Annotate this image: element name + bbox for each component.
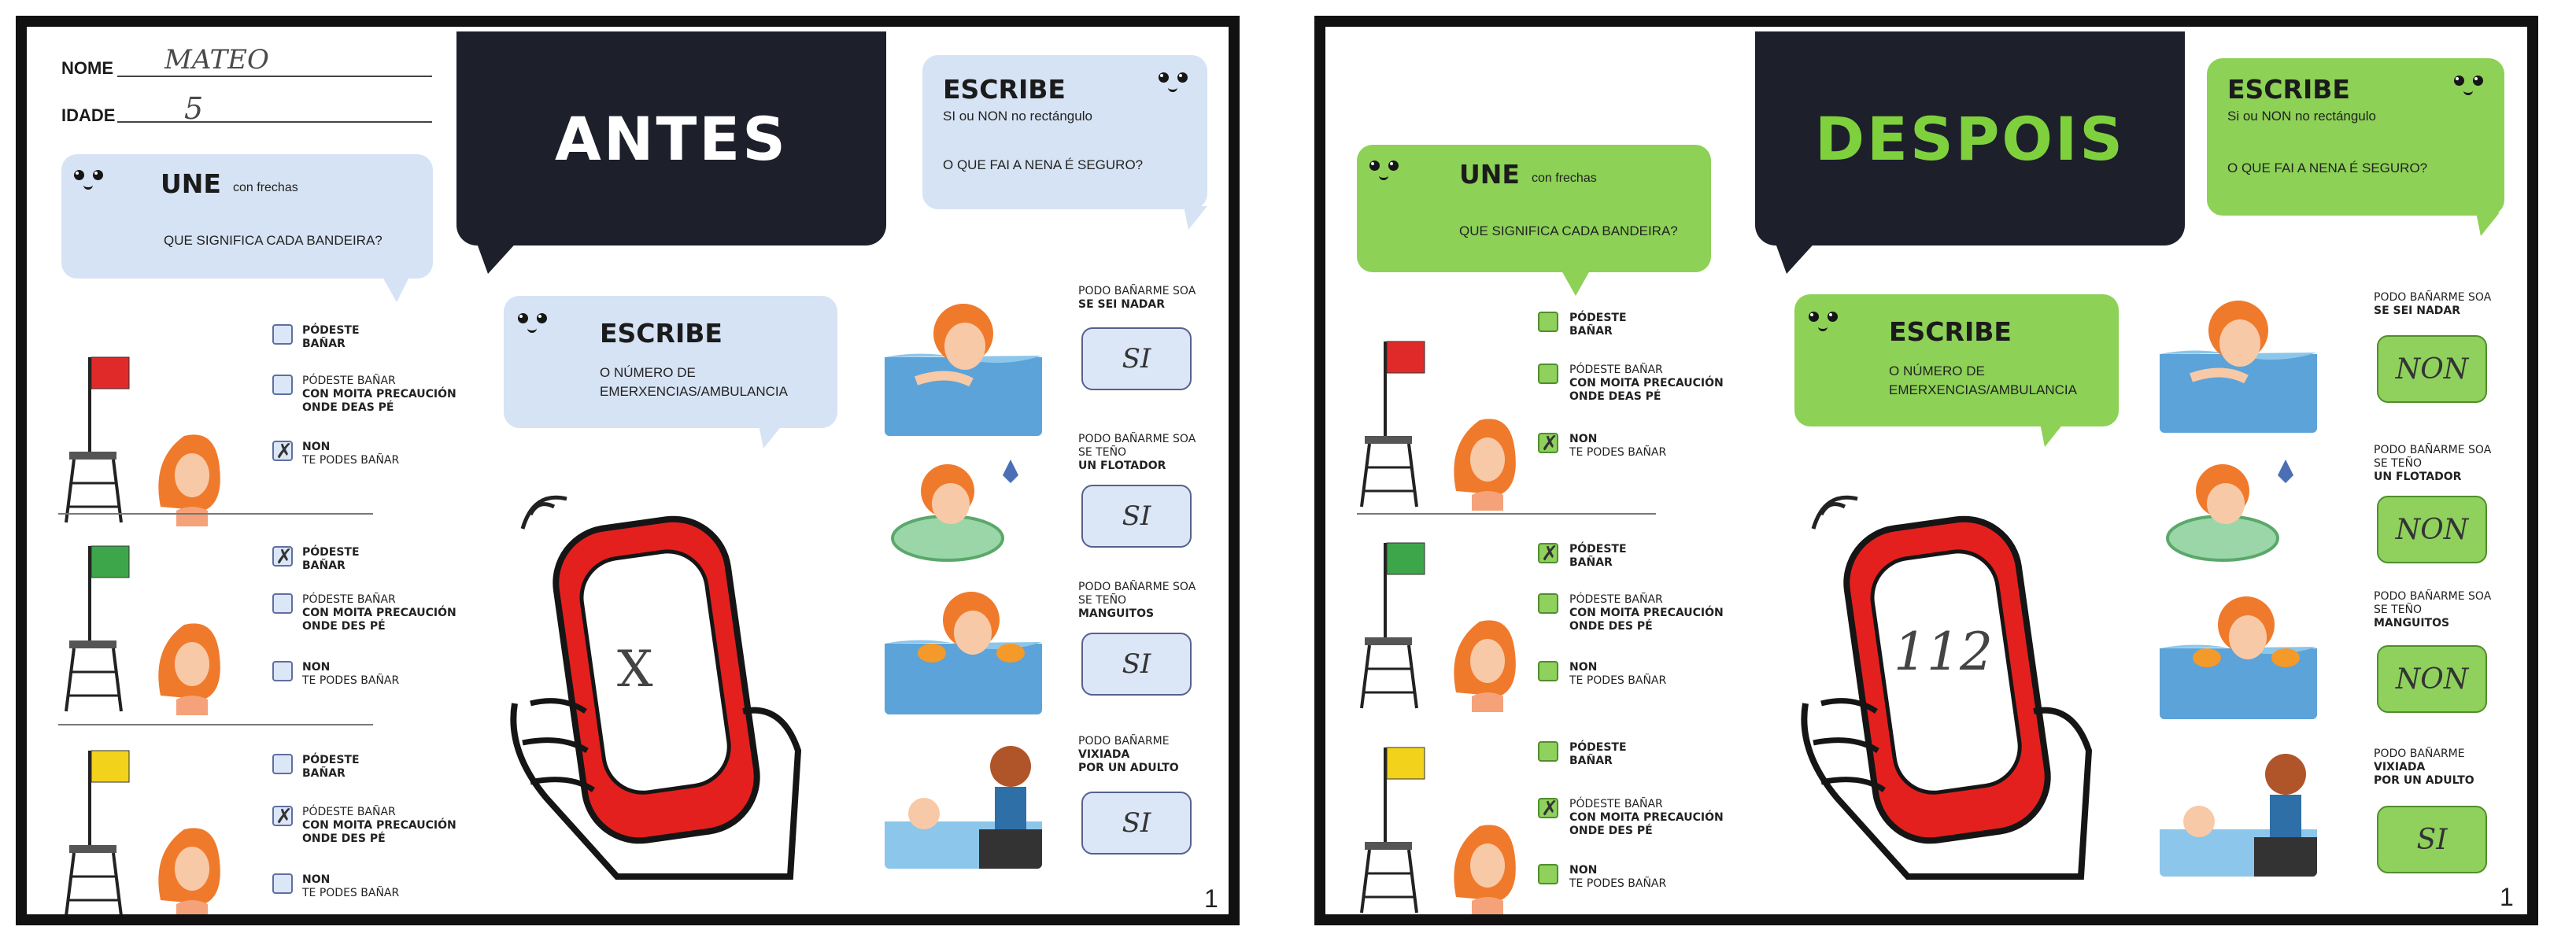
girl-float-picture	[885, 444, 1042, 570]
option-text: NON TE PODES BAÑAR	[1569, 661, 1667, 687]
escribe-mid-line1: O NÚMERO DE	[600, 365, 696, 380]
une-bubble-tail	[383, 277, 409, 302]
option-text: PÓDESTE BAÑAR	[302, 546, 360, 572]
name-line	[117, 76, 432, 77]
answer-box[interactable]: SI	[1081, 633, 1192, 696]
name-label: NOME	[61, 58, 113, 78]
une-question: QUE SIGNIFICA CADA BANDEIRA?	[1459, 223, 1678, 238]
lifeguard-yellow-flag-illustration	[1354, 732, 1558, 921]
question-text: PODO BAÑARME SOA SE TEÑO UN FLOTADOR	[1078, 433, 1196, 472]
option-checkbox[interactable]: ✗	[1538, 543, 1558, 563]
lifeguard-yellow-flag-illustration	[58, 735, 263, 924]
option-text: NON TE PODES BAÑAR	[1569, 864, 1667, 890]
girl-armbands-picture	[885, 581, 1042, 714]
option-checkbox[interactable]	[272, 754, 293, 774]
girl-with-adult-picture	[885, 735, 1042, 869]
girl-with-adult-picture	[2160, 743, 2317, 877]
answer-box[interactable]: SI	[1081, 792, 1192, 855]
une-bubble	[1357, 145, 1711, 272]
answer-box[interactable]: SI	[2377, 806, 2487, 873]
worksheet-before	[16, 16, 1240, 925]
escribe-mid-bubble-tail	[2040, 423, 2064, 447]
option-text: NON TE PODES BAÑAR	[302, 441, 400, 467]
option-text: PÓDESTE BAÑAR CON MOITA PRECAUCIÓN ONDE DES PÉ	[1569, 798, 1724, 837]
question-text: PODO BAÑARME SOA SE TEÑO MANGUITOS	[2374, 590, 2492, 629]
divider	[1357, 513, 1656, 515]
phone-answer: X	[617, 640, 653, 699]
question-text: PODO BAÑARME VIXIADA POR UN ADULTO	[1078, 735, 1179, 774]
option-checkbox[interactable]	[1538, 593, 1558, 614]
girl-float-picture	[2160, 444, 2317, 570]
une-subtitle: con frechas	[233, 181, 298, 194]
girl-armbands-picture	[2160, 585, 2317, 719]
title-banner	[456, 31, 886, 245]
option-text: NON TE PODES BAÑAR	[302, 661, 400, 687]
phone-in-hand-illustration	[1790, 467, 2152, 908]
option-checkbox[interactable]	[272, 375, 293, 395]
option-checkbox[interactable]	[1538, 661, 1558, 681]
une-question: QUE SIGNIFICA CADA BANDEIRA?	[164, 233, 383, 248]
answer-box[interactable]: SI	[1081, 485, 1192, 548]
answer-box[interactable]: NON	[2377, 335, 2487, 403]
option-checkbox[interactable]	[272, 324, 293, 345]
escribe-mid-bubble	[1794, 294, 2119, 426]
page-number: 1	[2500, 883, 2514, 911]
option-text: PÓDESTE BAÑAR CON MOITA PRECAUCIÓN ONDE DEAS PÉ	[302, 375, 456, 414]
girl-swimming-picture	[885, 294, 1042, 436]
une-title: UNE	[161, 168, 221, 199]
escribe-mid-line2: EMERXENCIAS/AMBULANCIA	[1889, 382, 2077, 397]
option-checkbox[interactable]: ✗	[272, 441, 293, 461]
student-name: MATEO	[164, 44, 269, 76]
title-banner-tail	[475, 239, 519, 274]
escribe-top-subtitle: Si ou NON no rectángulo	[2227, 109, 2376, 124]
escribe-top-bubble-tail	[1184, 206, 1207, 230]
option-text: NON TE PODES BAÑAR	[302, 873, 400, 899]
answer-box[interactable]: SI	[1081, 327, 1192, 390]
escribe-mid-title: ESCRIBE	[600, 318, 723, 349]
option-checkbox[interactable]	[1538, 364, 1558, 384]
phone-in-hand-illustration	[499, 467, 861, 908]
title-banner-tail	[1774, 239, 1818, 274]
age-label: IDADE	[61, 105, 116, 125]
option-checkbox[interactable]: ✗	[272, 546, 293, 567]
une-bubble-tail	[1561, 271, 1590, 296]
divider	[58, 513, 373, 515]
option-text: PÓDESTE BAÑAR	[1569, 312, 1627, 338]
escribe-mid-line2: EMERXENCIAS/AMBULANCIA	[600, 384, 788, 399]
escribe-top-bubble	[2207, 58, 2504, 216]
option-text: PÓDESTE BAÑAR CON MOITA PRECAUCIÓN ONDE DEAS PÉ	[1569, 364, 1724, 403]
option-checkbox[interactable]	[272, 593, 293, 614]
escribe-mid-bubble	[504, 296, 837, 428]
option-text: PÓDESTE BAÑAR	[1569, 543, 1627, 569]
answer-box[interactable]: NON	[2377, 645, 2487, 713]
une-subtitle: con frechas	[1532, 172, 1597, 185]
option-text: PÓDESTE BAÑAR	[302, 754, 360, 780]
escribe-mid-bubble-tail	[759, 425, 782, 449]
lifeguard-green-flag-illustration	[1354, 527, 1558, 716]
escribe-mid-title: ESCRIBE	[1889, 316, 2012, 347]
une-bubble	[61, 154, 433, 279]
escribe-mid-line1: O NÚMERO DE	[1889, 364, 1985, 378]
escribe-top-subtitle: SI ou NON no rectángulo	[943, 109, 1092, 124]
escribe-top-title: ESCRIBE	[943, 74, 1066, 105]
option-checkbox[interactable]	[1538, 741, 1558, 762]
escribe-top-bubble-tail	[2476, 212, 2500, 236]
lifeguard-red-flag-illustration	[1354, 326, 1558, 515]
question-text: PODO BAÑARME SOA SE SEI NADAR	[1078, 285, 1196, 311]
page-title: DESPOIS	[1814, 103, 2126, 174]
escribe-top-question: O QUE FAI A NENA É SEGURO?	[2227, 161, 2428, 175]
option-checkbox[interactable]	[272, 661, 293, 681]
lifeguard-green-flag-illustration	[58, 530, 263, 719]
option-checkbox[interactable]: ✗	[1538, 798, 1558, 818]
option-checkbox[interactable]	[1538, 312, 1558, 332]
student-age: 5	[184, 91, 204, 126]
option-text: PÓDESTE BAÑAR CON MOITA PRECAUCIÓN ONDE DES PÉ	[302, 593, 456, 633]
answer-box[interactable]: NON	[2377, 496, 2487, 563]
escribe-top-question: O QUE FAI A NENA É SEGURO?	[943, 157, 1144, 172]
question-text: PODO BAÑARME SOA SE TEÑO UN FLOTADOR	[2374, 444, 2492, 483]
une-title: UNE	[1459, 159, 1520, 190]
question-text: PODO BAÑARME SOA SE SEI NADAR	[2374, 291, 2492, 317]
option-checkbox[interactable]	[1538, 864, 1558, 884]
phone-answer: 112	[1894, 622, 1993, 682]
title-banner	[1755, 31, 2185, 245]
question-text: PODO BAÑARME VIXIADA POR UN ADULTO	[2374, 748, 2474, 787]
escribe-top-title: ESCRIBE	[2227, 74, 2350, 105]
option-text: PÓDESTE BAÑAR	[1569, 741, 1627, 767]
page-title: ANTES	[555, 103, 788, 174]
option-text: PÓDESTE BAÑAR CON MOITA PRECAUCIÓN ONDE DES PÉ	[1569, 593, 1724, 633]
option-text: NON TE PODES BAÑAR	[1569, 433, 1667, 459]
option-checkbox[interactable]: ✗	[1538, 433, 1558, 453]
lifeguard-red-flag-illustration	[58, 341, 263, 530]
option-checkbox[interactable]: ✗	[272, 806, 293, 826]
girl-swimming-picture	[2160, 291, 2317, 433]
option-checkbox[interactable]	[272, 873, 293, 894]
worksheet-after	[1314, 16, 2538, 925]
escribe-top-bubble	[922, 55, 1207, 209]
age-line	[117, 121, 432, 123]
question-text: PODO BAÑARME SOA SE TEÑO MANGUITOS	[1078, 581, 1196, 620]
page-number: 1	[1204, 884, 1218, 913]
option-text: PÓDESTE BAÑAR	[302, 324, 360, 350]
option-text: PÓDESTE BAÑAR CON MOITA PRECAUCIÓN ONDE DES PÉ	[302, 806, 456, 845]
divider	[58, 724, 373, 725]
